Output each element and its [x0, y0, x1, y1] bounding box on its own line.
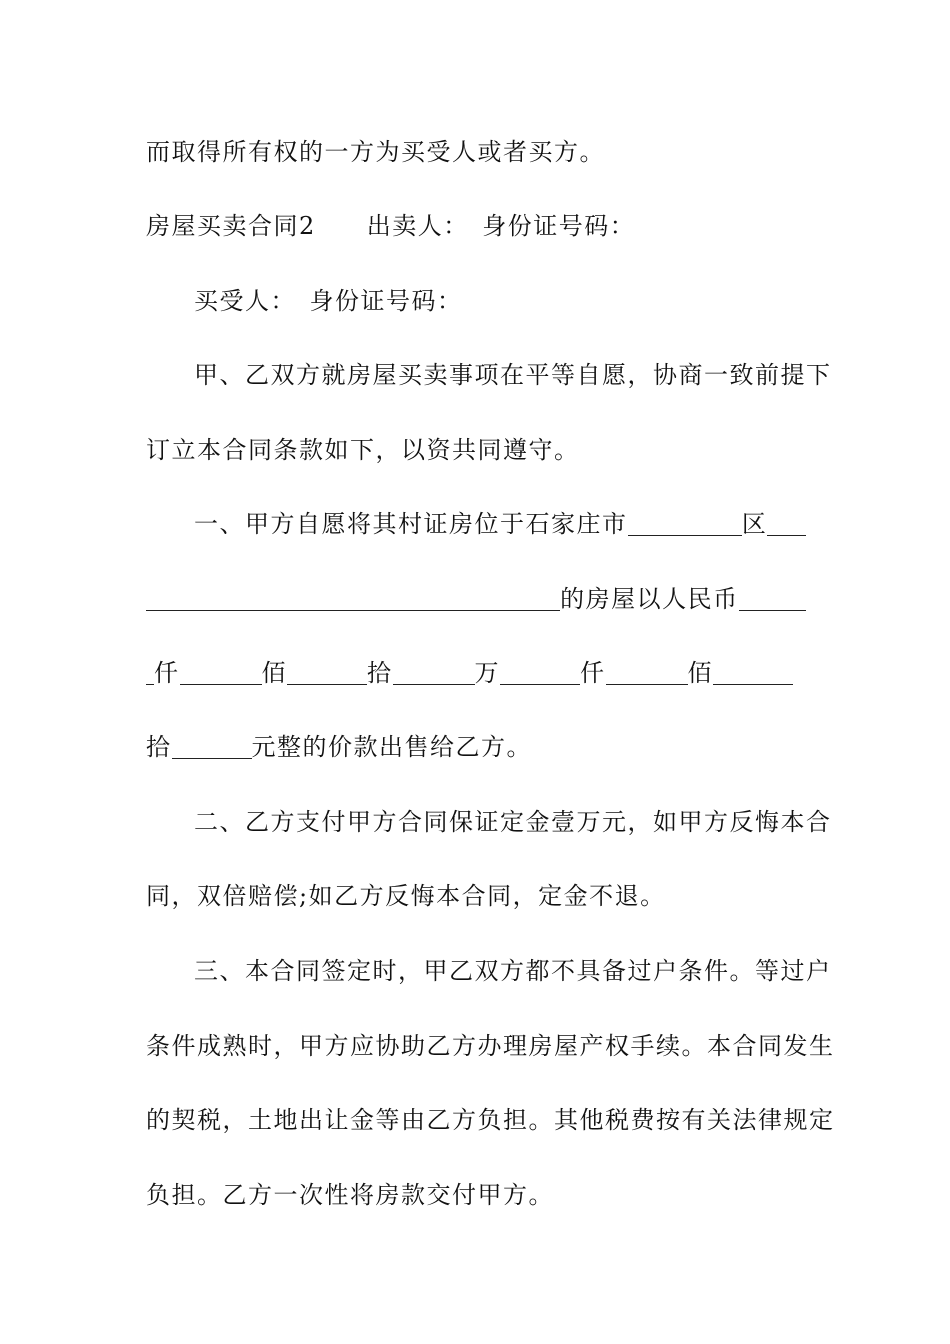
- paragraph-intro-line-2: 订立本合同条款如下，以资共同遵守。: [146, 436, 580, 464]
- clause-1-text-a: 一、甲方自愿将其村证房位于石家庄市: [194, 510, 628, 538]
- unit-label-2: 拾: [367, 659, 393, 687]
- clause-1-text-d: 元整的价款出售给乙方。: [251, 733, 532, 761]
- unit-label-4: 仟: [580, 659, 606, 687]
- unit-label-6: 拾: [146, 733, 172, 761]
- unit-label-0: 仟: [154, 659, 180, 687]
- clause-2-line-2: 同，双倍赔偿;如乙方反悔本合同，定金不退。: [146, 882, 666, 910]
- unit-label-5: 佰: [687, 659, 713, 687]
- clause-2-line-1: 二、乙方支付甲方合同保证定金壹万元，如甲方反悔本合: [194, 808, 832, 836]
- price-blank-4[interactable]: [500, 662, 580, 685]
- address-blank[interactable]: [146, 588, 560, 611]
- buyer-line: 买受人： 身份证号码：: [194, 287, 463, 315]
- clause-1-text-b: 区: [741, 510, 768, 538]
- clause-3-line-2: 条件成熟时，甲方应协助乙方办理房屋产权手续。本合同发生: [146, 1032, 835, 1060]
- clause-1-line-2: [146, 583, 806, 615]
- clause-3-line-1: 三、本合同签定时，甲乙双方都不具备过户条件。等过户: [194, 957, 832, 985]
- contract-heading-line: 房屋买卖合同2 出卖人： 身份证号码：: [146, 212, 636, 240]
- district-blank[interactable]: [628, 513, 742, 536]
- price-blank-5[interactable]: [606, 662, 688, 685]
- price-blank-3[interactable]: [393, 662, 475, 685]
- price-blank-7[interactable]: [172, 736, 252, 759]
- price-blank-1[interactable]: [180, 662, 262, 685]
- clause-3-line-3: 的契税，土地出让金等由乙方负担。其他税费按有关法律规定: [146, 1106, 835, 1134]
- unit-label-1: 佰: [261, 659, 287, 687]
- paragraph-intro-line-1: 甲、乙双方就房屋买卖事项在平等自愿，协商一致前提下: [194, 361, 832, 389]
- paragraph-line-1: 而取得所有权的一方为买受人或者买方。: [146, 138, 605, 166]
- address-blank-start[interactable]: [767, 513, 806, 536]
- clause-1-line-4: [146, 731, 806, 763]
- clause-1-line-3: [146, 657, 806, 689]
- price-blank-0[interactable]: [146, 662, 154, 685]
- unit-label-3: 万: [474, 659, 500, 687]
- price-blank-2[interactable]: [287, 662, 367, 685]
- clause-1-text-c: 的房屋以人民币: [560, 585, 739, 613]
- price-blank-start[interactable]: [739, 588, 806, 611]
- price-blank-6[interactable]: [713, 662, 793, 685]
- clause-3-line-4: 负担。乙方一次性将房款交付甲方。: [146, 1181, 554, 1209]
- clause-1-line-1: [194, 508, 806, 540]
